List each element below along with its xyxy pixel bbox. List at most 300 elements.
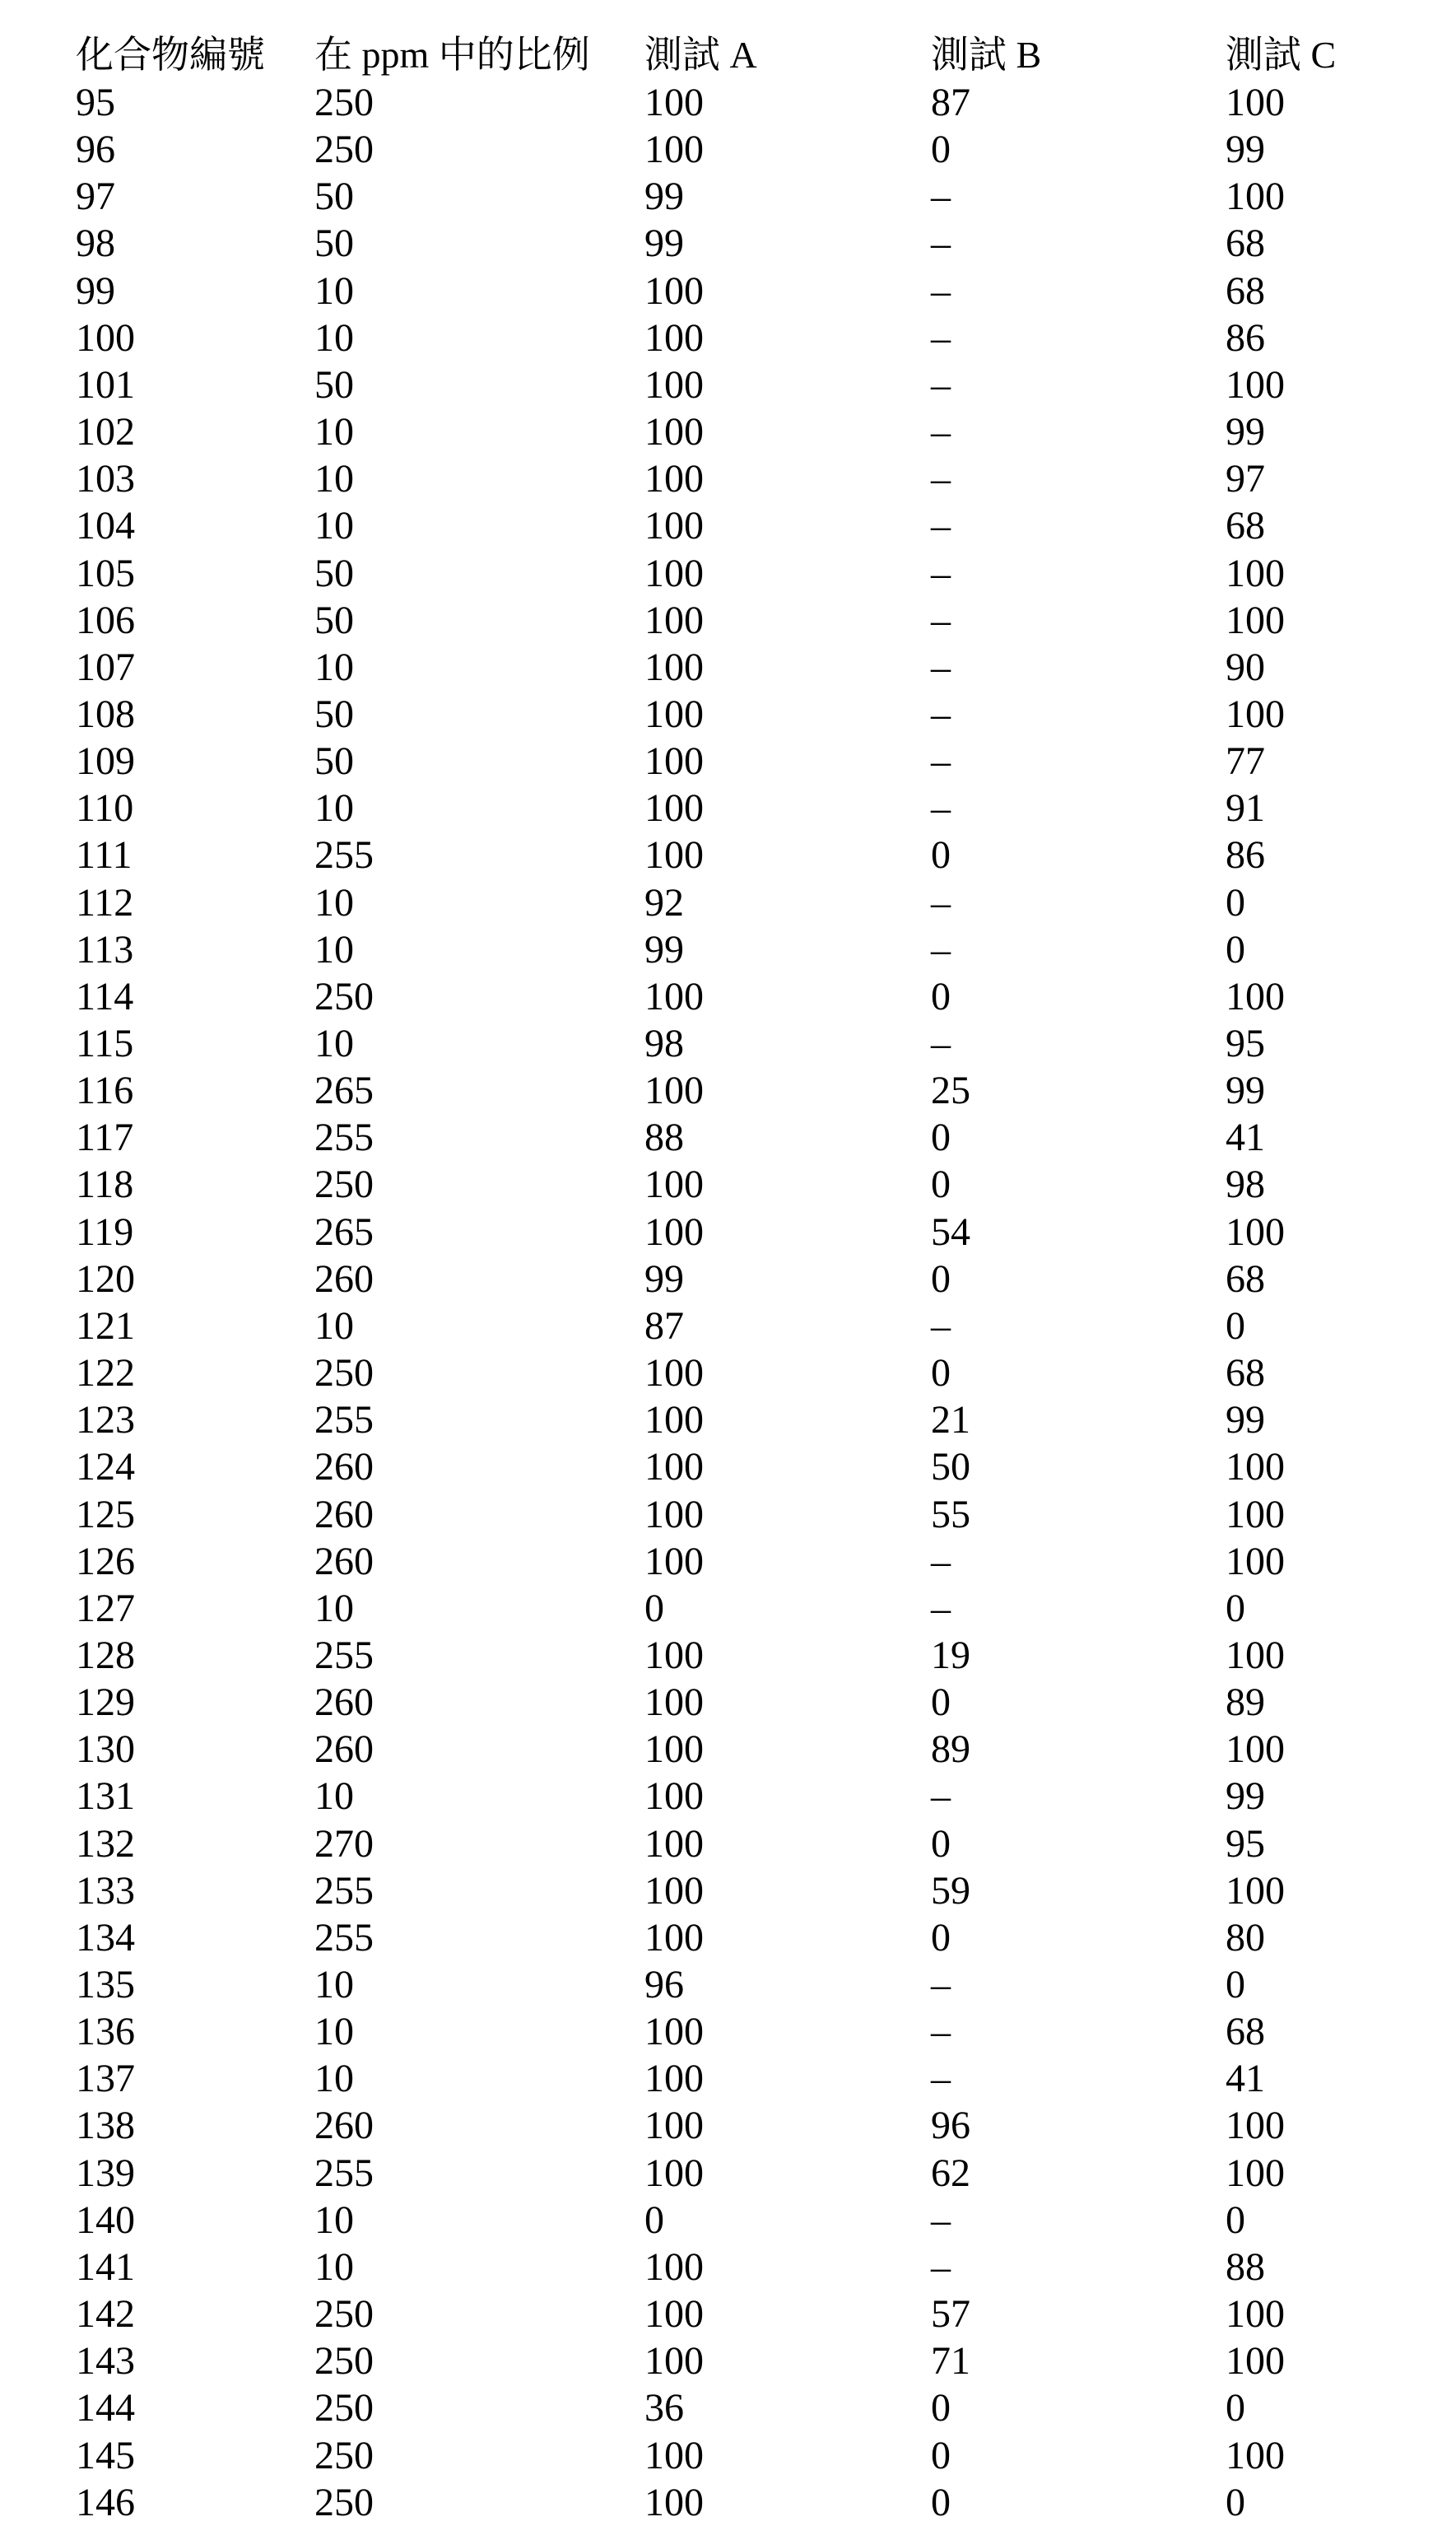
table-row — [0, 1914, 1456, 1961]
cell-test-a: 100 — [644, 1491, 704, 1538]
cell-ppm-ratio: 255 — [314, 2150, 374, 2197]
cell-test-c: 41 — [1226, 1114, 1265, 1161]
cell-compound-number: 118 — [76, 1161, 133, 1208]
cell-ppm-ratio: 50 — [314, 220, 354, 267]
cell-test-c: 90 — [1226, 644, 1265, 691]
cell-compound-number: 106 — [76, 597, 135, 644]
cell-ppm-ratio: 260 — [314, 2102, 374, 2149]
header-compound-number: 化合物編號 — [76, 31, 265, 78]
cell-test-c: 100 — [1226, 597, 1285, 644]
table-row — [0, 455, 1456, 502]
table-row — [0, 173, 1456, 220]
cell-test-a: 87 — [644, 1303, 684, 1349]
cell-test-b: 0 — [931, 1820, 951, 1867]
cell-test-c: 100 — [1226, 1726, 1285, 1773]
table-row — [0, 361, 1456, 408]
table-row — [0, 785, 1456, 832]
cell-ppm-ratio: 250 — [314, 973, 374, 1020]
cell-ppm-ratio: 10 — [314, 2197, 354, 2244]
cell-test-c: 100 — [1226, 361, 1285, 408]
table-row — [0, 1820, 1456, 1867]
cell-ppm-ratio: 250 — [314, 126, 374, 173]
cell-test-a: 100 — [644, 2244, 704, 2291]
cell-test-a: 100 — [644, 2150, 704, 2197]
cell-compound-number: 112 — [76, 879, 133, 926]
header-test-c: 測試 C — [1226, 31, 1336, 78]
cell-compound-number: 139 — [76, 2150, 135, 2197]
table-row — [0, 644, 1456, 691]
table-row — [0, 597, 1456, 644]
cell-test-c: 0 — [1226, 2197, 1245, 2244]
cell-test-a: 100 — [644, 1820, 704, 1867]
cell-compound-number: 127 — [76, 1585, 135, 1632]
cell-test-a: 96 — [644, 1961, 684, 2008]
cell-test-c: 0 — [1226, 1961, 1245, 2008]
cell-ppm-ratio: 270 — [314, 1820, 374, 1867]
cell-test-a: 99 — [644, 220, 684, 267]
table-row — [0, 1020, 1456, 1067]
table-row — [0, 2008, 1456, 2055]
table-row — [0, 2479, 1456, 2526]
cell-test-b: 62 — [931, 2150, 970, 2197]
table-row — [0, 832, 1456, 879]
cell-compound-number: 101 — [76, 361, 135, 408]
cell-test-c: 100 — [1226, 691, 1285, 738]
cell-test-c: 95 — [1226, 1820, 1265, 1867]
table-row — [0, 1067, 1456, 1114]
cell-test-b: 0 — [931, 1114, 951, 1161]
table-row — [0, 315, 1456, 361]
table-row — [0, 1209, 1456, 1256]
cell-test-c: 89 — [1226, 1679, 1265, 1726]
cell-compound-number: 136 — [76, 2008, 135, 2055]
cell-test-b: 59 — [931, 1867, 970, 1914]
cell-test-c: 100 — [1226, 2337, 1285, 2384]
cell-compound-number: 145 — [76, 2432, 135, 2479]
cell-test-a: 100 — [644, 79, 704, 126]
cell-test-c: 100 — [1226, 173, 1285, 220]
cell-compound-number: 131 — [76, 1773, 135, 1820]
cell-compound-number: 97 — [76, 173, 115, 220]
cell-test-b: – — [931, 1303, 951, 1349]
table-row — [0, 738, 1456, 785]
cell-test-b: – — [931, 361, 951, 408]
cell-compound-number: 134 — [76, 1914, 135, 1961]
cell-ppm-ratio: 265 — [314, 1067, 374, 1114]
cell-test-b: 0 — [931, 832, 951, 879]
cell-test-c: 68 — [1226, 1256, 1265, 1303]
cell-test-c: 99 — [1226, 126, 1265, 173]
cell-ppm-ratio: 255 — [314, 1396, 374, 1443]
cell-test-b: – — [931, 691, 951, 738]
cell-compound-number: 119 — [76, 1209, 133, 1256]
cell-test-c: 80 — [1226, 1914, 1265, 1961]
cell-test-a: 100 — [644, 2102, 704, 2149]
cell-test-a: 0 — [644, 2197, 664, 2244]
cell-ppm-ratio: 50 — [314, 597, 354, 644]
cell-compound-number: 99 — [76, 268, 115, 315]
cell-test-a: 100 — [644, 1443, 704, 1490]
cell-ppm-ratio: 10 — [314, 408, 354, 455]
cell-test-b: 0 — [931, 1161, 951, 1208]
cell-test-c: 86 — [1226, 832, 1265, 879]
cell-test-a: 100 — [644, 597, 704, 644]
cell-test-a: 100 — [644, 1161, 704, 1208]
table-row — [0, 2337, 1456, 2384]
cell-ppm-ratio: 250 — [314, 79, 374, 126]
cell-compound-number: 120 — [76, 1256, 135, 1303]
cell-test-c: 99 — [1226, 1396, 1265, 1443]
cell-compound-number: 115 — [76, 1020, 133, 1067]
cell-test-b: – — [931, 455, 951, 502]
cell-test-b: – — [931, 738, 951, 785]
header-ppm-ratio: 在 ppm 中的比例 — [314, 31, 590, 78]
cell-test-a: 100 — [644, 1067, 704, 1114]
cell-compound-number: 117 — [76, 1114, 133, 1161]
cell-ppm-ratio: 250 — [314, 2432, 374, 2479]
cell-test-c: 68 — [1226, 1349, 1265, 1396]
cell-test-a: 100 — [644, 550, 704, 597]
cell-test-b: – — [931, 2197, 951, 2244]
header-test-b: 測試 B — [931, 31, 1041, 78]
cell-compound-number: 142 — [76, 2291, 135, 2337]
cell-test-b: 0 — [931, 1679, 951, 1726]
table-row — [0, 1867, 1456, 1914]
table-row — [0, 1632, 1456, 1679]
cell-ppm-ratio: 10 — [314, 315, 354, 361]
cell-ppm-ratio: 255 — [314, 1914, 374, 1961]
cell-ppm-ratio: 10 — [314, 926, 354, 973]
cell-test-b: 0 — [931, 1256, 951, 1303]
cell-ppm-ratio: 50 — [314, 691, 354, 738]
cell-test-a: 100 — [644, 2432, 704, 2479]
table-row — [0, 1491, 1456, 1538]
cell-ppm-ratio: 260 — [314, 1726, 374, 1773]
cell-test-a: 100 — [644, 1773, 704, 1820]
table-row — [0, 691, 1456, 738]
cell-compound-number: 133 — [76, 1867, 135, 1914]
cell-ppm-ratio: 50 — [314, 173, 354, 220]
table-row — [0, 126, 1456, 173]
table-row — [0, 879, 1456, 926]
header-test-a: 測試 A — [644, 31, 757, 78]
cell-ppm-ratio: 10 — [314, 2244, 354, 2291]
cell-test-b: 87 — [931, 79, 970, 126]
cell-test-b: 96 — [931, 2102, 970, 2149]
cell-test-c: 98 — [1226, 1161, 1265, 1208]
table-row — [0, 1773, 1456, 1820]
cell-ppm-ratio: 10 — [314, 1303, 354, 1349]
cell-test-a: 99 — [644, 926, 684, 973]
cell-test-c: 68 — [1226, 502, 1265, 549]
table-row — [0, 1679, 1456, 1726]
table-row — [0, 1303, 1456, 1349]
cell-test-b: – — [931, 173, 951, 220]
cell-test-a: 100 — [644, 2337, 704, 2384]
table-row — [0, 2244, 1456, 2291]
cell-compound-number: 128 — [76, 1632, 135, 1679]
cell-ppm-ratio: 10 — [314, 785, 354, 832]
cell-test-b: – — [931, 268, 951, 315]
cell-test-c: 0 — [1226, 1585, 1245, 1632]
table-row — [0, 2291, 1456, 2337]
cell-test-b: 0 — [931, 2479, 951, 2526]
cell-ppm-ratio: 250 — [314, 1349, 374, 1396]
cell-test-b: – — [931, 1961, 951, 2008]
table-row — [0, 1726, 1456, 1773]
cell-ppm-ratio: 10 — [314, 1585, 354, 1632]
cell-test-c: 0 — [1226, 879, 1245, 926]
cell-ppm-ratio: 10 — [314, 1020, 354, 1067]
table-row — [0, 2150, 1456, 2197]
cell-compound-number: 107 — [76, 644, 135, 691]
cell-compound-number: 116 — [76, 1067, 133, 1114]
cell-ppm-ratio: 50 — [314, 738, 354, 785]
table-row — [0, 2432, 1456, 2479]
cell-compound-number: 104 — [76, 502, 135, 549]
cell-ppm-ratio: 260 — [314, 1679, 374, 1726]
cell-compound-number: 100 — [76, 315, 135, 361]
cell-test-c: 77 — [1226, 738, 1265, 785]
cell-test-b: – — [931, 2055, 951, 2102]
cell-test-b: – — [931, 408, 951, 455]
cell-test-b: 0 — [931, 2384, 951, 2431]
cell-test-c: 95 — [1226, 1020, 1265, 1067]
cell-test-b: 57 — [931, 2291, 970, 2337]
cell-test-b: 0 — [931, 2432, 951, 2479]
table-row — [0, 2384, 1456, 2431]
cell-test-a: 36 — [644, 2384, 684, 2431]
cell-test-b: – — [931, 1020, 951, 1067]
cell-compound-number: 103 — [76, 455, 135, 502]
cell-test-a: 100 — [644, 126, 704, 173]
table-row — [0, 1161, 1456, 1208]
cell-test-b: – — [931, 315, 951, 361]
cell-test-c: 100 — [1226, 550, 1285, 597]
cell-test-b: 50 — [931, 1443, 970, 1490]
cell-test-c: 91 — [1226, 785, 1265, 832]
cell-ppm-ratio: 10 — [314, 1961, 354, 2008]
cell-compound-number: 144 — [76, 2384, 135, 2431]
cell-ppm-ratio: 10 — [314, 644, 354, 691]
cell-test-a: 100 — [644, 315, 704, 361]
cell-test-c: 86 — [1226, 315, 1265, 361]
cell-compound-number: 125 — [76, 1491, 135, 1538]
cell-test-a: 100 — [644, 1914, 704, 1961]
table-row — [0, 1256, 1456, 1303]
cell-test-a: 100 — [644, 1632, 704, 1679]
cell-compound-number: 113 — [76, 926, 133, 973]
cell-ppm-ratio: 250 — [314, 2291, 374, 2337]
table-row — [0, 973, 1456, 1020]
cell-compound-number: 130 — [76, 1726, 135, 1773]
cell-test-c: 68 — [1226, 2008, 1265, 2055]
cell-ppm-ratio: 255 — [314, 832, 374, 879]
cell-test-b: 0 — [931, 973, 951, 1020]
cell-test-a: 100 — [644, 1538, 704, 1585]
cell-test-a: 100 — [644, 361, 704, 408]
cell-ppm-ratio: 10 — [314, 1773, 354, 1820]
cell-compound-number: 123 — [76, 1396, 135, 1443]
cell-ppm-ratio: 50 — [314, 550, 354, 597]
cell-compound-number: 108 — [76, 691, 135, 738]
cell-ppm-ratio: 265 — [314, 1209, 374, 1256]
cell-test-c: 0 — [1226, 1303, 1245, 1349]
cell-test-a: 99 — [644, 1256, 684, 1303]
cell-test-c: 99 — [1226, 1773, 1265, 1820]
cell-compound-number: 135 — [76, 1961, 135, 2008]
table-row — [0, 220, 1456, 267]
cell-test-a: 0 — [644, 1585, 664, 1632]
cell-ppm-ratio: 10 — [314, 502, 354, 549]
cell-compound-number: 96 — [76, 126, 115, 173]
table-row — [0, 1396, 1456, 1443]
cell-test-c: 68 — [1226, 268, 1265, 315]
cell-test-c: 100 — [1226, 1632, 1285, 1679]
cell-compound-number: 114 — [76, 973, 133, 1020]
cell-test-a: 100 — [644, 785, 704, 832]
cell-compound-number: 122 — [76, 1349, 135, 1396]
cell-test-a: 100 — [644, 832, 704, 879]
table-row — [0, 1538, 1456, 1585]
cell-test-c: 100 — [1226, 973, 1285, 1020]
cell-test-b: – — [931, 1538, 951, 1585]
cell-test-a: 98 — [644, 1020, 684, 1067]
cell-compound-number: 126 — [76, 1538, 135, 1585]
cell-test-b: – — [931, 550, 951, 597]
cell-compound-number: 95 — [76, 79, 115, 126]
cell-test-a: 100 — [644, 644, 704, 691]
cell-compound-number: 132 — [76, 1820, 135, 1867]
cell-test-c: 68 — [1226, 220, 1265, 267]
table-row — [0, 1114, 1456, 1161]
cell-ppm-ratio: 250 — [314, 2384, 374, 2431]
cell-test-b: – — [931, 1773, 951, 1820]
cell-ppm-ratio: 10 — [314, 2055, 354, 2102]
cell-test-b: – — [931, 220, 951, 267]
cell-test-c: 0 — [1226, 926, 1245, 973]
cell-test-a: 100 — [644, 268, 704, 315]
cell-test-c: 99 — [1226, 408, 1265, 455]
table-row — [0, 79, 1456, 126]
cell-test-a: 100 — [644, 973, 704, 1020]
table-row — [0, 2055, 1456, 2102]
cell-test-b: – — [931, 502, 951, 549]
cell-ppm-ratio: 250 — [314, 1161, 374, 1208]
cell-compound-number: 138 — [76, 2102, 135, 2149]
cell-ppm-ratio: 10 — [314, 455, 354, 502]
cell-test-c: 88 — [1226, 2244, 1265, 2291]
cell-test-b: 55 — [931, 1491, 970, 1538]
cell-ppm-ratio: 10 — [314, 2008, 354, 2055]
cell-ppm-ratio: 255 — [314, 1867, 374, 1914]
cell-compound-number: 105 — [76, 550, 135, 597]
cell-test-b: – — [931, 644, 951, 691]
cell-test-c: 100 — [1226, 79, 1285, 126]
cell-compound-number: 124 — [76, 1443, 135, 1490]
cell-compound-number: 109 — [76, 738, 135, 785]
cell-test-c: 0 — [1226, 2384, 1245, 2431]
table-row — [0, 2197, 1456, 2244]
table-row — [0, 1443, 1456, 1490]
cell-test-a: 100 — [644, 691, 704, 738]
cell-test-c: 100 — [1226, 2150, 1285, 2197]
cell-ppm-ratio: 250 — [314, 2479, 374, 2526]
cell-test-c: 41 — [1226, 2055, 1265, 2102]
table-row — [0, 1585, 1456, 1632]
cell-compound-number: 143 — [76, 2337, 135, 2384]
cell-test-b: – — [931, 597, 951, 644]
table-row — [0, 550, 1456, 597]
cell-test-b: – — [931, 2008, 951, 2055]
cell-test-a: 100 — [644, 1867, 704, 1914]
cell-compound-number: 98 — [76, 220, 115, 267]
cell-ppm-ratio: 260 — [314, 1538, 374, 1585]
cell-ppm-ratio: 10 — [314, 879, 354, 926]
cell-test-a: 100 — [644, 1679, 704, 1726]
cell-test-c: 100 — [1226, 2432, 1285, 2479]
cell-compound-number: 129 — [76, 1679, 135, 1726]
cell-ppm-ratio: 250 — [314, 2337, 374, 2384]
cell-test-c: 100 — [1226, 1209, 1285, 1256]
table-header-row — [0, 31, 1456, 78]
table-row — [0, 268, 1456, 315]
cell-test-a: 100 — [644, 1726, 704, 1773]
cell-test-c: 100 — [1226, 2102, 1285, 2149]
cell-test-b: 25 — [931, 1067, 970, 1114]
cell-test-a: 100 — [644, 2479, 704, 2526]
cell-compound-number: 111 — [76, 832, 132, 879]
cell-test-a: 100 — [644, 1209, 704, 1256]
cell-ppm-ratio: 260 — [314, 1256, 374, 1303]
cell-test-b: 19 — [931, 1632, 970, 1679]
table-row — [0, 408, 1456, 455]
cell-test-c: 100 — [1226, 2291, 1285, 2337]
cell-test-a: 100 — [644, 502, 704, 549]
cell-compound-number: 140 — [76, 2197, 135, 2244]
cell-test-a: 100 — [644, 1396, 704, 1443]
cell-test-a: 100 — [644, 738, 704, 785]
cell-test-c: 97 — [1226, 455, 1265, 502]
cell-test-c: 100 — [1226, 1491, 1285, 1538]
cell-ppm-ratio: 255 — [314, 1632, 374, 1679]
cell-test-a: 100 — [644, 408, 704, 455]
cell-test-c: 100 — [1226, 1443, 1285, 1490]
cell-test-b: 0 — [931, 1914, 951, 1961]
cell-test-a: 100 — [644, 2291, 704, 2337]
cell-test-b: 21 — [931, 1396, 970, 1443]
cell-test-b: 0 — [931, 126, 951, 173]
cell-test-b: 71 — [931, 2337, 970, 2384]
cell-test-c: 100 — [1226, 1867, 1285, 1914]
cell-test-b: – — [931, 785, 951, 832]
cell-ppm-ratio: 255 — [314, 1114, 374, 1161]
cell-ppm-ratio: 10 — [314, 268, 354, 315]
table-row — [0, 1349, 1456, 1396]
cell-test-a: 100 — [644, 2008, 704, 2055]
cell-test-a: 92 — [644, 879, 684, 926]
cell-compound-number: 102 — [76, 408, 135, 455]
cell-test-c: 100 — [1226, 1538, 1285, 1585]
cell-compound-number: 121 — [76, 1303, 135, 1349]
cell-test-c: 99 — [1226, 1067, 1265, 1114]
cell-compound-number: 141 — [76, 2244, 135, 2291]
cell-compound-number: 137 — [76, 2055, 135, 2102]
cell-test-b: 54 — [931, 1209, 970, 1256]
cell-test-a: 99 — [644, 173, 684, 220]
cell-test-a: 100 — [644, 1349, 704, 1396]
cell-ppm-ratio: 260 — [314, 1443, 374, 1490]
